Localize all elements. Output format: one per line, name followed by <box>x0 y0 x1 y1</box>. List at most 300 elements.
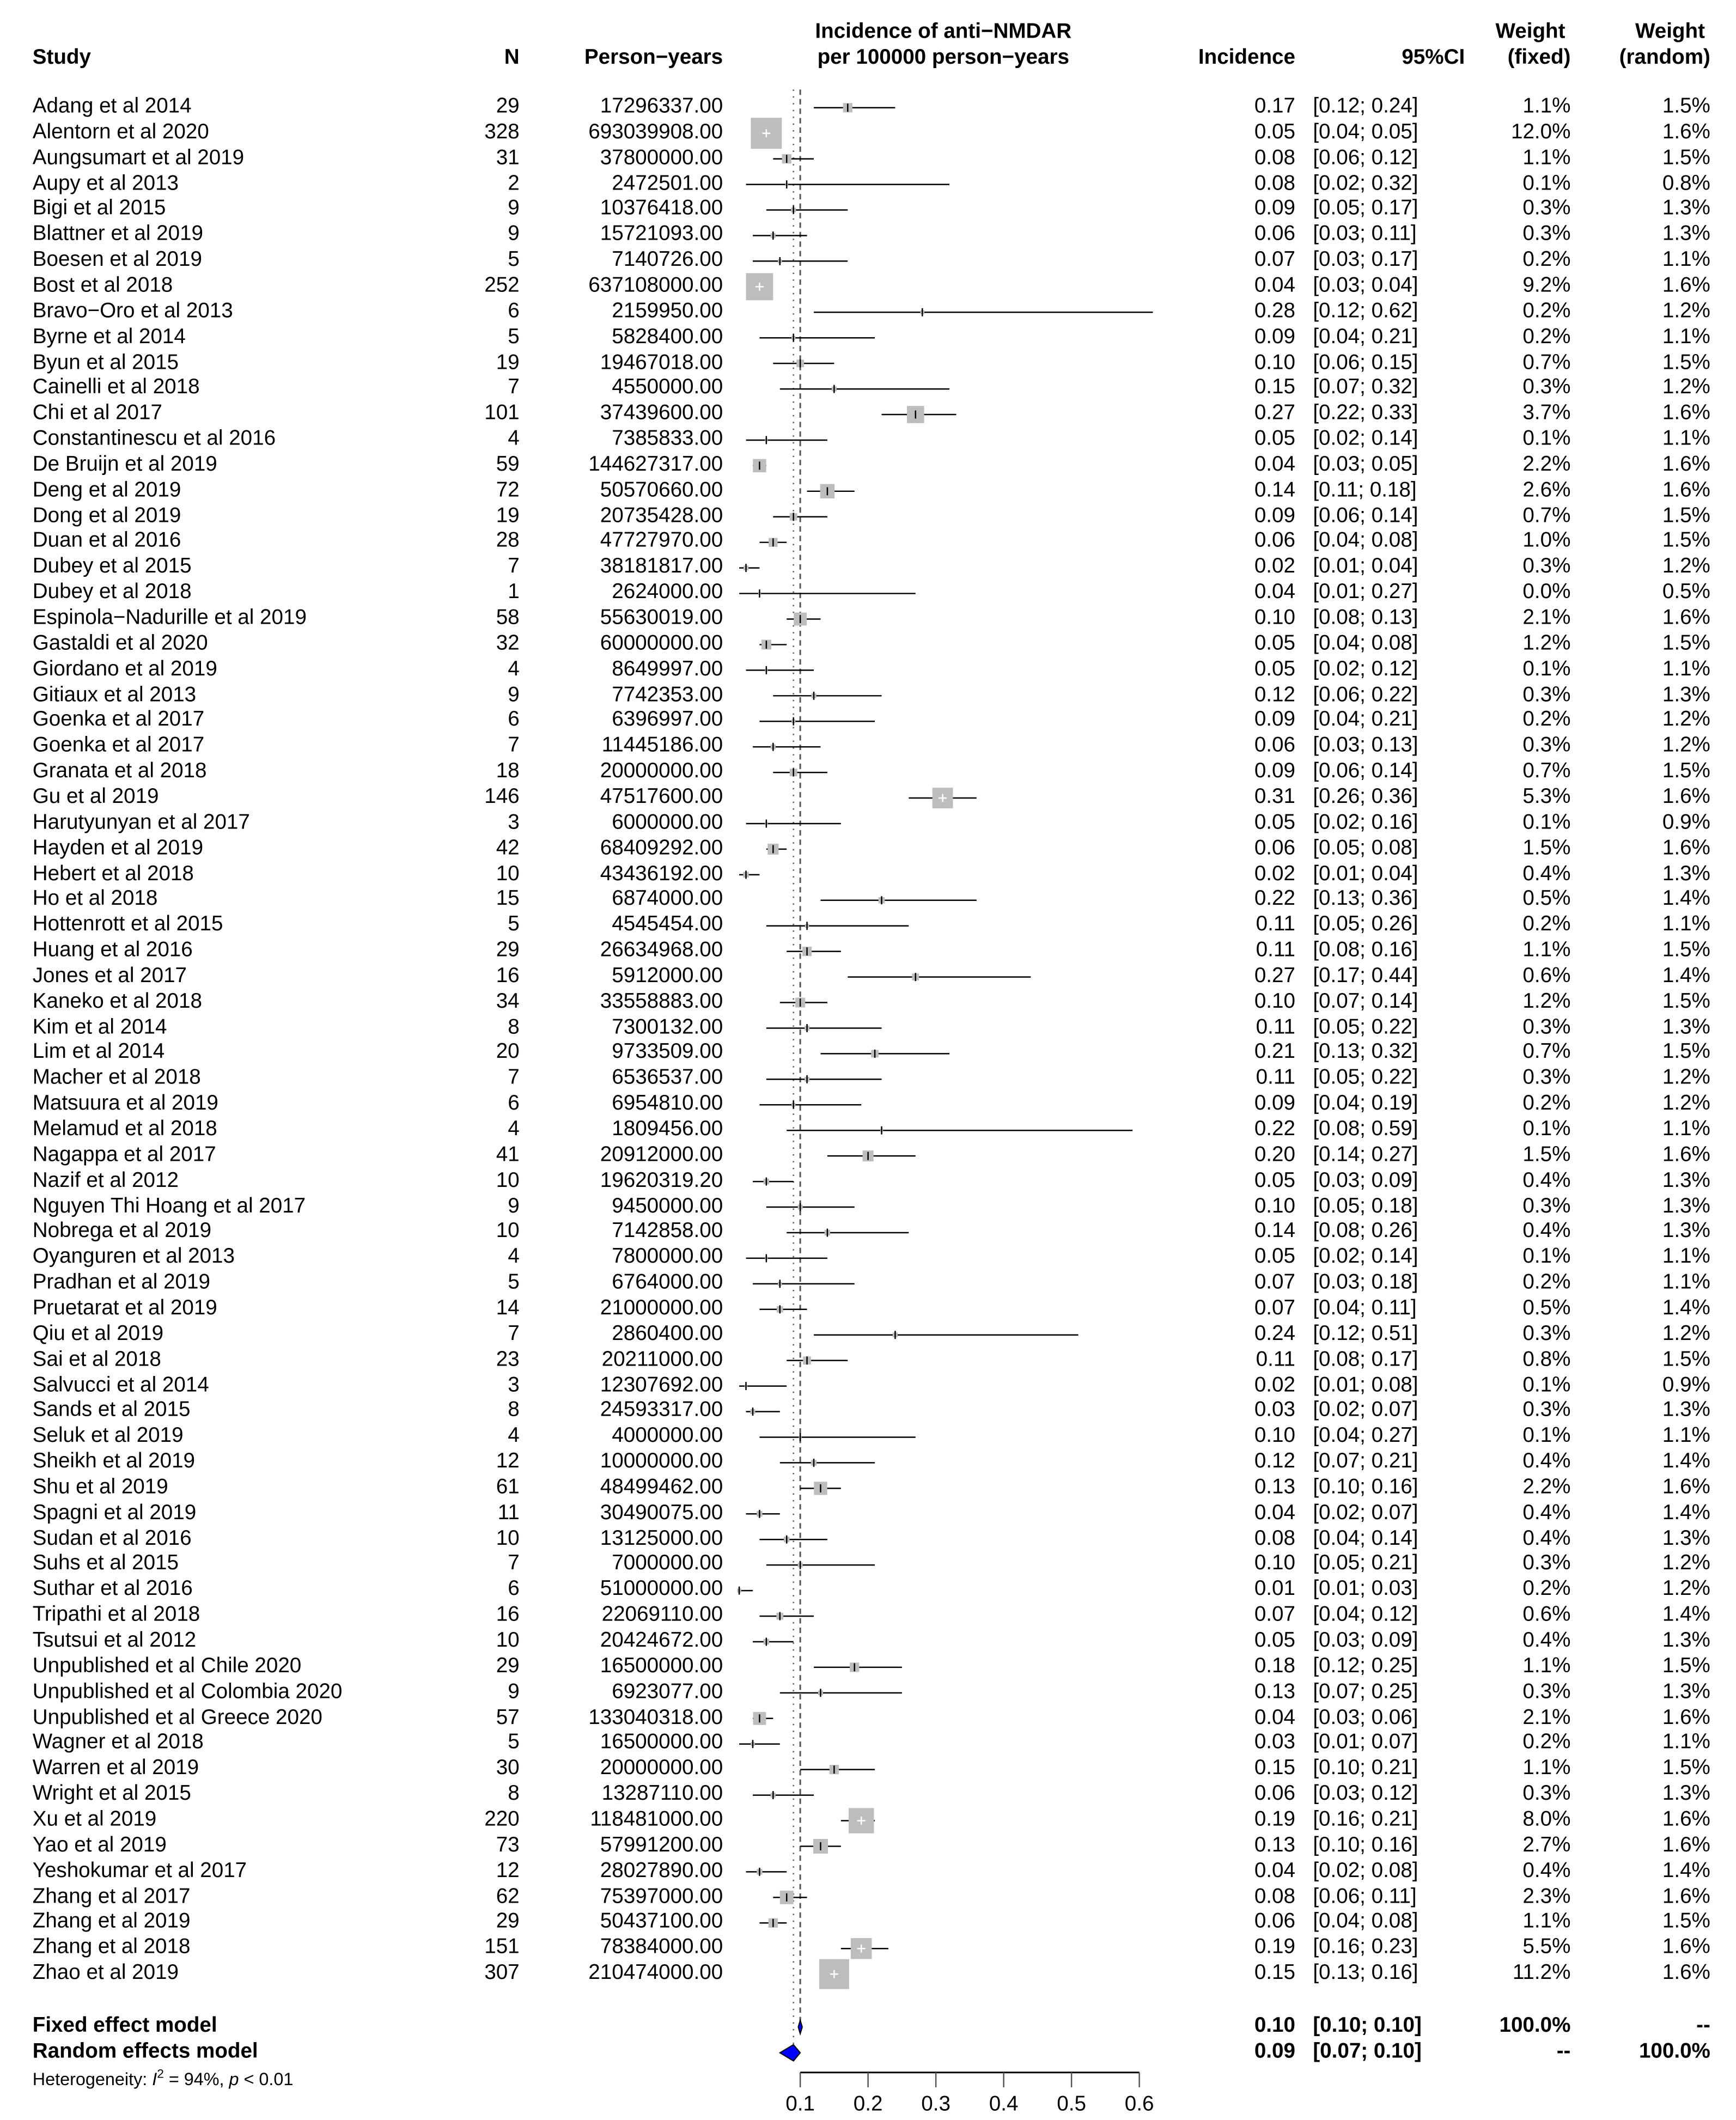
study-ci: [0.03; 0.06] <box>1313 1705 1418 1729</box>
study-name: Jones et al 2017 <box>32 964 187 988</box>
study-incidence: 0.21 <box>1254 1040 1295 1064</box>
study-n: 252 <box>484 273 520 297</box>
study-ci: [0.03; 0.09] <box>1313 1629 1418 1652</box>
study-ci: [0.05; 0.18] <box>1313 1194 1418 1217</box>
study-weight-fixed: 1.0% <box>1522 529 1571 553</box>
study-weight-random: 1.5% <box>1662 350 1710 374</box>
fixed-effect-label: Fixed effect model <box>32 2014 217 2037</box>
study-weight-fixed: 0.6% <box>1522 1603 1571 1626</box>
study-name: Chi et al 2017 <box>32 401 162 425</box>
study-ci: [0.01; 0.04] <box>1313 862 1418 885</box>
study-weight-random: 1.6% <box>1662 606 1710 630</box>
study-ci: [0.05; 0.22] <box>1313 1066 1418 1090</box>
study-name: Cainelli et al 2018 <box>32 376 200 399</box>
study-ci: [0.04; 0.21] <box>1313 325 1418 349</box>
x-axis-tick-label: 0.5 <box>1057 2093 1086 2116</box>
study-weight-random: 1.5% <box>1662 759 1710 783</box>
study-name: Wright et al 2015 <box>32 1782 191 1806</box>
study-weight-fixed: 0.8% <box>1522 1348 1571 1371</box>
study-n: 5 <box>508 1271 520 1294</box>
study-weight-fixed: 2.2% <box>1522 1475 1571 1499</box>
study-name: Kim et al 2014 <box>32 1015 167 1039</box>
study-name: Pruetarat et al 2019 <box>32 1296 217 1320</box>
study-name: Shu et al 2019 <box>32 1475 168 1499</box>
study-n: 4 <box>508 1424 520 1448</box>
header-weight-random-line2: (random) <box>1619 46 1710 69</box>
study-weight-fixed: 1.1% <box>1522 1654 1571 1678</box>
study-incidence: 0.11 <box>1256 913 1295 936</box>
study-person-years: 26634968.00 <box>600 939 723 962</box>
study-person-years: 2624000.00 <box>612 581 723 604</box>
study-n: 34 <box>496 990 520 1013</box>
study-ci: [0.03; 0.05] <box>1313 453 1418 476</box>
study-n: 29 <box>496 1910 520 1934</box>
study-ci: [0.06; 0.15] <box>1313 350 1418 374</box>
study-weight-random: 1.4% <box>1662 1603 1710 1626</box>
study-incidence: 0.10 <box>1254 606 1295 630</box>
study-incidence: 0.27 <box>1254 401 1295 425</box>
study-person-years: 37800000.00 <box>600 146 723 169</box>
study-person-years: 7000000.00 <box>612 1552 723 1575</box>
study-weight-random: 1.4% <box>1662 887 1710 911</box>
study-weight-fixed: 1.1% <box>1522 95 1571 118</box>
study-weight-random: 1.3% <box>1662 683 1710 706</box>
study-incidence: 0.12 <box>1254 683 1295 706</box>
study-n: 101 <box>484 401 520 425</box>
study-incidence: 0.05 <box>1254 631 1295 655</box>
heterogeneity-sup: 2 <box>157 2067 164 2081</box>
study-weight-fixed: 2.6% <box>1522 478 1571 502</box>
study-ci: [0.13; 0.36] <box>1313 887 1418 911</box>
study-ci: [0.03; 0.09] <box>1313 1168 1418 1192</box>
study-person-years: 50437100.00 <box>600 1910 723 1934</box>
study-person-years: 5912000.00 <box>612 964 723 988</box>
study-person-years: 2159950.00 <box>612 299 723 323</box>
study-name: Xu et al 2019 <box>32 1808 157 1831</box>
study-weight-random: 1.6% <box>1662 1143 1710 1167</box>
study-weight-fixed: 1.1% <box>1522 939 1571 962</box>
study-name: Aungsumart et al 2019 <box>32 146 245 169</box>
study-person-years: 20000000.00 <box>600 759 723 783</box>
study-incidence: 0.04 <box>1254 581 1295 604</box>
study-name: Pradhan et al 2019 <box>32 1271 210 1294</box>
study-n: 18 <box>496 759 520 783</box>
study-n: 146 <box>484 785 520 808</box>
study-incidence: 0.05 <box>1254 811 1295 834</box>
study-weight-random: 1.6% <box>1662 1935 1710 1959</box>
study-ci: [0.13; 0.16] <box>1313 1961 1418 1984</box>
study-ci: [0.04; 0.05] <box>1313 120 1418 144</box>
study-incidence: 0.02 <box>1254 555 1295 578</box>
study-n: 10 <box>496 862 520 885</box>
study-weight-random: 1.3% <box>1662 1782 1710 1806</box>
study-incidence: 0.02 <box>1254 1373 1295 1397</box>
study-n: 42 <box>496 836 520 860</box>
study-weight-random: 1.1% <box>1662 657 1710 681</box>
study-ci: [0.10; 0.16] <box>1313 1475 1418 1499</box>
study-weight-random: 1.3% <box>1662 1220 1710 1243</box>
study-n: 220 <box>484 1808 520 1831</box>
study-weight-random: 1.2% <box>1662 1577 1710 1601</box>
study-n: 9 <box>508 222 520 246</box>
study-ci: [0.02; 0.14] <box>1313 427 1418 450</box>
study-person-years: 10000000.00 <box>600 1449 723 1473</box>
study-n: 61 <box>496 1475 520 1499</box>
study-ci: [0.08; 0.26] <box>1313 1220 1418 1243</box>
study-person-years: 78384000.00 <box>600 1935 723 1959</box>
study-weight-random: 1.2% <box>1662 1066 1710 1090</box>
study-ci: [0.08; 0.13] <box>1313 606 1418 630</box>
study-name: Byun et al 2015 <box>32 350 179 374</box>
study-ci: [0.06; 0.14] <box>1313 504 1418 527</box>
study-ci: [0.04; 0.12] <box>1313 1603 1418 1626</box>
study-weight-fixed: 5.5% <box>1522 1935 1571 1959</box>
study-ci: [0.05; 0.22] <box>1313 1015 1418 1039</box>
x-axis-tick-label: 0.3 <box>921 2093 951 2116</box>
study-weight-fixed: 1.2% <box>1522 990 1571 1013</box>
study-name: De Bruijn et al 2019 <box>32 453 217 476</box>
study-n: 5 <box>508 325 520 349</box>
study-n: 73 <box>496 1833 520 1857</box>
study-person-years: 24593317.00 <box>600 1399 723 1422</box>
study-person-years: 13287110.00 <box>601 1782 723 1806</box>
study-n: 29 <box>496 1654 520 1678</box>
study-ci: [0.07; 0.25] <box>1313 1680 1418 1703</box>
study-name: Unpublished et al Greece 2020 <box>32 1705 322 1729</box>
study-n: 2 <box>508 172 520 195</box>
study-n: 20 <box>496 1040 520 1064</box>
study-name: Sudan et al 2016 <box>32 1526 192 1550</box>
study-person-years: 57991200.00 <box>600 1833 723 1857</box>
study-person-years: 22069110.00 <box>601 1603 723 1626</box>
study-ci: [0.13; 0.32] <box>1313 1040 1418 1064</box>
study-name: Tsutsui et al 2012 <box>32 1629 197 1652</box>
study-incidence: 0.06 <box>1254 529 1295 553</box>
study-person-years: 2472501.00 <box>612 172 723 195</box>
study-incidence: 0.08 <box>1254 1884 1295 1908</box>
study-incidence: 0.22 <box>1254 887 1295 911</box>
study-weight-random: 1.4% <box>1662 1296 1710 1320</box>
study-weight-fixed: 5.3% <box>1522 785 1571 808</box>
study-weight-fixed: 0.1% <box>1522 811 1571 834</box>
study-ci: [0.02; 0.14] <box>1313 1245 1418 1269</box>
study-n: 6 <box>508 1577 520 1601</box>
study-name: Tripathi et al 2018 <box>32 1603 200 1626</box>
study-weight-fixed: 0.3% <box>1522 1552 1571 1575</box>
study-n: 5 <box>508 1731 520 1755</box>
study-person-years: 55630019.00 <box>600 606 723 630</box>
study-weight-random: 1.5% <box>1662 990 1710 1013</box>
study-person-years: 210474000.00 <box>588 1961 723 1984</box>
study-weight-random: 1.5% <box>1662 1348 1710 1371</box>
study-name: Sands et al 2015 <box>32 1399 191 1422</box>
study-weight-fixed: 0.2% <box>1522 1577 1571 1601</box>
study-weight-fixed: 0.3% <box>1522 1322 1571 1345</box>
study-person-years: 60000000.00 <box>600 631 723 655</box>
study-incidence: 0.05 <box>1254 1629 1295 1652</box>
study-ci: [0.03; 0.12] <box>1313 1782 1418 1806</box>
study-ci: [0.04; 0.11] <box>1313 1296 1417 1320</box>
study-person-years: 38181817.00 <box>600 555 723 578</box>
study-name: Gu et al 2019 <box>32 785 159 808</box>
study-weight-fixed: 0.3% <box>1522 1399 1571 1422</box>
study-ci: [0.05; 0.21] <box>1313 1552 1418 1575</box>
study-person-years: 21000000.00 <box>600 1296 723 1320</box>
study-person-years: 51000000.00 <box>600 1577 723 1601</box>
study-n: 7 <box>508 555 520 578</box>
study-n: 8 <box>508 1399 520 1422</box>
study-incidence: 0.15 <box>1254 1757 1295 1780</box>
study-ci: [0.08; 0.16] <box>1313 939 1418 962</box>
study-incidence: 0.09 <box>1254 1092 1295 1116</box>
study-weight-fixed: 0.6% <box>1522 964 1571 988</box>
study-n: 62 <box>496 1884 520 1908</box>
study-weight-fixed: 0.3% <box>1522 1680 1571 1703</box>
study-n: 23 <box>496 1348 520 1371</box>
study-incidence: 0.19 <box>1254 1808 1295 1831</box>
study-incidence: 0.13 <box>1254 1475 1295 1499</box>
study-name: Dubey et al 2018 <box>32 581 192 604</box>
study-n: 14 <box>496 1296 520 1320</box>
study-weight-random: 1.6% <box>1662 836 1710 860</box>
study-person-years: 33558883.00 <box>600 990 723 1013</box>
study-name: Gitiaux et al 2013 <box>32 683 197 706</box>
study-weight-fixed: 0.3% <box>1522 1194 1571 1217</box>
study-person-years: 30490075.00 <box>600 1501 723 1525</box>
study-weight-fixed: 0.4% <box>1522 1449 1571 1473</box>
study-person-years: 7385833.00 <box>612 427 723 450</box>
study-name: Yeshokumar et al 2017 <box>32 1859 247 1883</box>
study-name: Byrne et al 2014 <box>32 325 186 349</box>
study-n: 5 <box>508 248 520 272</box>
study-weight-random: 1.4% <box>1662 1449 1710 1473</box>
study-name: Hebert et al 2018 <box>32 862 194 885</box>
study-name: Bigi et al 2015 <box>32 197 166 221</box>
study-name: Salvucci et al 2014 <box>32 1373 209 1397</box>
study-name: Aupy et al 2013 <box>32 172 179 195</box>
study-incidence: 0.31 <box>1254 785 1295 808</box>
study-ci: [0.16; 0.21] <box>1313 1808 1418 1831</box>
study-name: Zhao et al 2019 <box>32 1961 179 1984</box>
study-ci: [0.06; 0.14] <box>1313 759 1418 783</box>
study-name: Goenka et al 2017 <box>32 708 205 732</box>
study-ci: [0.04; 0.27] <box>1313 1424 1418 1448</box>
study-weight-fixed: 1.5% <box>1522 836 1571 860</box>
study-name: Wagner et al 2018 <box>32 1731 204 1755</box>
study-n: 328 <box>484 120 520 144</box>
study-ci: [0.02; 0.12] <box>1313 657 1418 681</box>
study-weight-random: 1.6% <box>1662 1884 1710 1908</box>
study-n: 6 <box>508 299 520 323</box>
study-incidence: 0.10 <box>1254 350 1295 374</box>
study-name: Hottenrott et al 2015 <box>32 913 223 936</box>
fixed-effect-weight-random: -- <box>1696 2014 1710 2037</box>
study-weight-random: 1.2% <box>1662 708 1710 732</box>
study-n: 6 <box>508 708 520 732</box>
study-person-years: 118481000.00 <box>590 1808 723 1831</box>
study-person-years: 2860400.00 <box>612 1322 723 1345</box>
study-ci: [0.03; 0.17] <box>1313 248 1418 272</box>
study-incidence: 0.15 <box>1254 376 1295 399</box>
study-weight-random: 1.6% <box>1662 273 1710 297</box>
study-weight-fixed: 0.2% <box>1522 1092 1571 1116</box>
study-ci: [0.16; 0.23] <box>1313 1935 1418 1959</box>
study-name: Spagni et al 2019 <box>32 1501 197 1525</box>
study-n: 15 <box>496 887 520 911</box>
study-person-years: 15721093.00 <box>600 222 723 246</box>
study-n: 10 <box>496 1220 520 1243</box>
study-ci: [0.02; 0.08] <box>1313 1859 1418 1883</box>
random-effects-incidence: 0.09 <box>1254 2039 1295 2063</box>
random-effects-label: Random effects model <box>32 2039 258 2063</box>
study-name: Dubey et al 2015 <box>32 555 192 578</box>
study-weight-fixed: 0.1% <box>1522 1424 1571 1448</box>
study-person-years: 6764000.00 <box>612 1271 723 1294</box>
study-incidence: 0.14 <box>1254 1220 1295 1243</box>
study-n: 12 <box>496 1859 520 1883</box>
study-weight-fixed: 0.1% <box>1522 172 1571 195</box>
study-name: Sheikh et al 2019 <box>32 1449 196 1473</box>
study-person-years: 47517600.00 <box>600 785 723 808</box>
study-incidence: 0.18 <box>1254 1654 1295 1678</box>
study-weight-random: 1.6% <box>1662 1475 1710 1499</box>
study-person-years: 75397000.00 <box>600 1884 723 1908</box>
fixed-effect-incidence: 0.10 <box>1254 2014 1295 2037</box>
study-weight-random: 1.4% <box>1662 1501 1710 1525</box>
study-n: 10 <box>496 1629 520 1652</box>
study-n: 151 <box>484 1935 520 1959</box>
study-ci: [0.05; 0.26] <box>1313 913 1418 936</box>
study-incidence: 0.04 <box>1254 273 1295 297</box>
study-incidence: 0.05 <box>1254 1245 1295 1269</box>
study-incidence: 0.08 <box>1254 1526 1295 1550</box>
study-ci: [0.04; 0.19] <box>1313 1092 1418 1116</box>
study-incidence: 0.04 <box>1254 1501 1295 1525</box>
header-ci: 95%CI <box>1402 46 1465 69</box>
study-weight-random: 1.2% <box>1662 1552 1710 1575</box>
study-weight-random: 1.3% <box>1662 1526 1710 1550</box>
study-weight-fixed: 0.3% <box>1522 1782 1571 1806</box>
study-weight-fixed: 2.2% <box>1522 453 1571 476</box>
study-incidence: 0.08 <box>1254 146 1295 169</box>
study-weight-random: 1.1% <box>1662 1424 1710 1448</box>
study-person-years: 6000000.00 <box>612 811 723 834</box>
study-weight-fixed: 0.3% <box>1522 683 1571 706</box>
study-weight-random: 1.6% <box>1662 120 1710 144</box>
study-incidence: 0.09 <box>1254 504 1295 527</box>
study-name: Nazif et al 2012 <box>32 1168 179 1192</box>
study-weight-random: 1.6% <box>1662 401 1710 425</box>
study-incidence: 0.07 <box>1254 1603 1295 1626</box>
study-incidence: 0.05 <box>1254 120 1295 144</box>
study-incidence: 0.14 <box>1254 478 1295 502</box>
study-weight-fixed: 0.3% <box>1522 734 1571 758</box>
study-incidence: 0.17 <box>1254 95 1295 118</box>
study-weight-fixed: 0.1% <box>1522 1373 1571 1397</box>
study-weight-fixed: 0.2% <box>1522 299 1571 323</box>
study-weight-random: 0.9% <box>1662 811 1710 834</box>
header-weight-fixed-line2: (fixed) <box>1507 46 1571 69</box>
study-incidence: 0.06 <box>1254 1910 1295 1934</box>
study-ci: [0.02; 0.07] <box>1313 1399 1418 1422</box>
study-incidence: 0.06 <box>1254 734 1295 758</box>
study-name: Macher et al 2018 <box>32 1066 201 1090</box>
study-ci: [0.03; 0.11] <box>1313 222 1417 246</box>
study-ci: [0.04; 0.08] <box>1313 1910 1418 1934</box>
study-person-years: 47727970.00 <box>600 529 723 553</box>
study-name: Constantinescu et al 2016 <box>32 427 276 450</box>
study-name: Oyanguren et al 2013 <box>32 1245 235 1269</box>
study-n: 9 <box>508 197 520 221</box>
study-name: Zhang et al 2018 <box>32 1935 191 1959</box>
study-name: Granata et al 2018 <box>32 759 207 783</box>
study-weight-fixed: 1.1% <box>1522 1757 1571 1780</box>
study-weight-random: 1.5% <box>1662 1654 1710 1678</box>
study-incidence: 0.03 <box>1254 1399 1295 1422</box>
study-weight-fixed: 2.1% <box>1522 606 1571 630</box>
study-incidence: 0.13 <box>1254 1680 1295 1703</box>
study-incidence: 0.24 <box>1254 1322 1295 1345</box>
x-axis-tick-label: 0.2 <box>853 2093 883 2116</box>
study-n: 307 <box>484 1961 520 1984</box>
study-weight-random: 1.6% <box>1662 785 1710 808</box>
study-weight-random: 1.5% <box>1662 1040 1710 1064</box>
header-plot-title-line1: Incidence of anti−NMDAR <box>815 20 1072 44</box>
study-ci: [0.04; 0.14] <box>1313 1526 1418 1550</box>
study-incidence: 0.15 <box>1254 1961 1295 1984</box>
study-person-years: 6923077.00 <box>612 1680 723 1703</box>
heterogeneity-prefix: Heterogeneity: <box>32 2069 153 2089</box>
study-ci: [0.12; 0.25] <box>1313 1654 1418 1678</box>
study-n: 19 <box>496 504 520 527</box>
study-incidence: 0.10 <box>1254 990 1295 1013</box>
fixed-effect-diamond <box>798 2020 802 2034</box>
study-weight-random: 1.2% <box>1662 734 1710 758</box>
study-person-years: 20424672.00 <box>600 1629 723 1652</box>
study-weight-random: 1.5% <box>1662 146 1710 169</box>
study-weight-random: 1.3% <box>1662 1015 1710 1039</box>
study-incidence: 0.05 <box>1254 1168 1295 1192</box>
study-name: Duan et al 2016 <box>32 529 181 553</box>
study-weight-random: 1.2% <box>1662 555 1710 578</box>
study-person-years: 16500000.00 <box>600 1654 723 1678</box>
study-n: 72 <box>496 478 520 502</box>
study-n: 10 <box>496 1168 520 1192</box>
study-incidence: 0.11 <box>1256 1015 1295 1039</box>
study-weight-fixed: 0.4% <box>1522 1629 1571 1652</box>
study-weight-random: 1.3% <box>1662 862 1710 885</box>
study-n: 4 <box>508 427 520 450</box>
study-name: Deng et al 2019 <box>32 478 181 502</box>
study-weight-fixed: 0.2% <box>1522 325 1571 349</box>
study-weight-fixed: 0.4% <box>1522 862 1571 885</box>
study-ci: [0.02; 0.07] <box>1313 1501 1418 1525</box>
study-incidence: 0.04 <box>1254 1705 1295 1729</box>
study-n: 3 <box>508 811 520 834</box>
study-ci: [0.12; 0.24] <box>1313 95 1418 118</box>
study-person-years: 68409292.00 <box>600 836 723 860</box>
study-name: Dong et al 2019 <box>32 504 181 527</box>
study-incidence: 0.05 <box>1254 657 1295 681</box>
study-incidence: 0.10 <box>1254 1194 1295 1217</box>
study-n: 4 <box>508 657 520 681</box>
study-weight-fixed: 2.7% <box>1522 1833 1571 1857</box>
study-incidence: 0.07 <box>1254 248 1295 272</box>
study-n: 7 <box>508 1552 520 1575</box>
study-person-years: 8649997.00 <box>612 657 723 681</box>
study-person-years: 9450000.00 <box>612 1194 723 1217</box>
study-n: 7 <box>508 376 520 399</box>
